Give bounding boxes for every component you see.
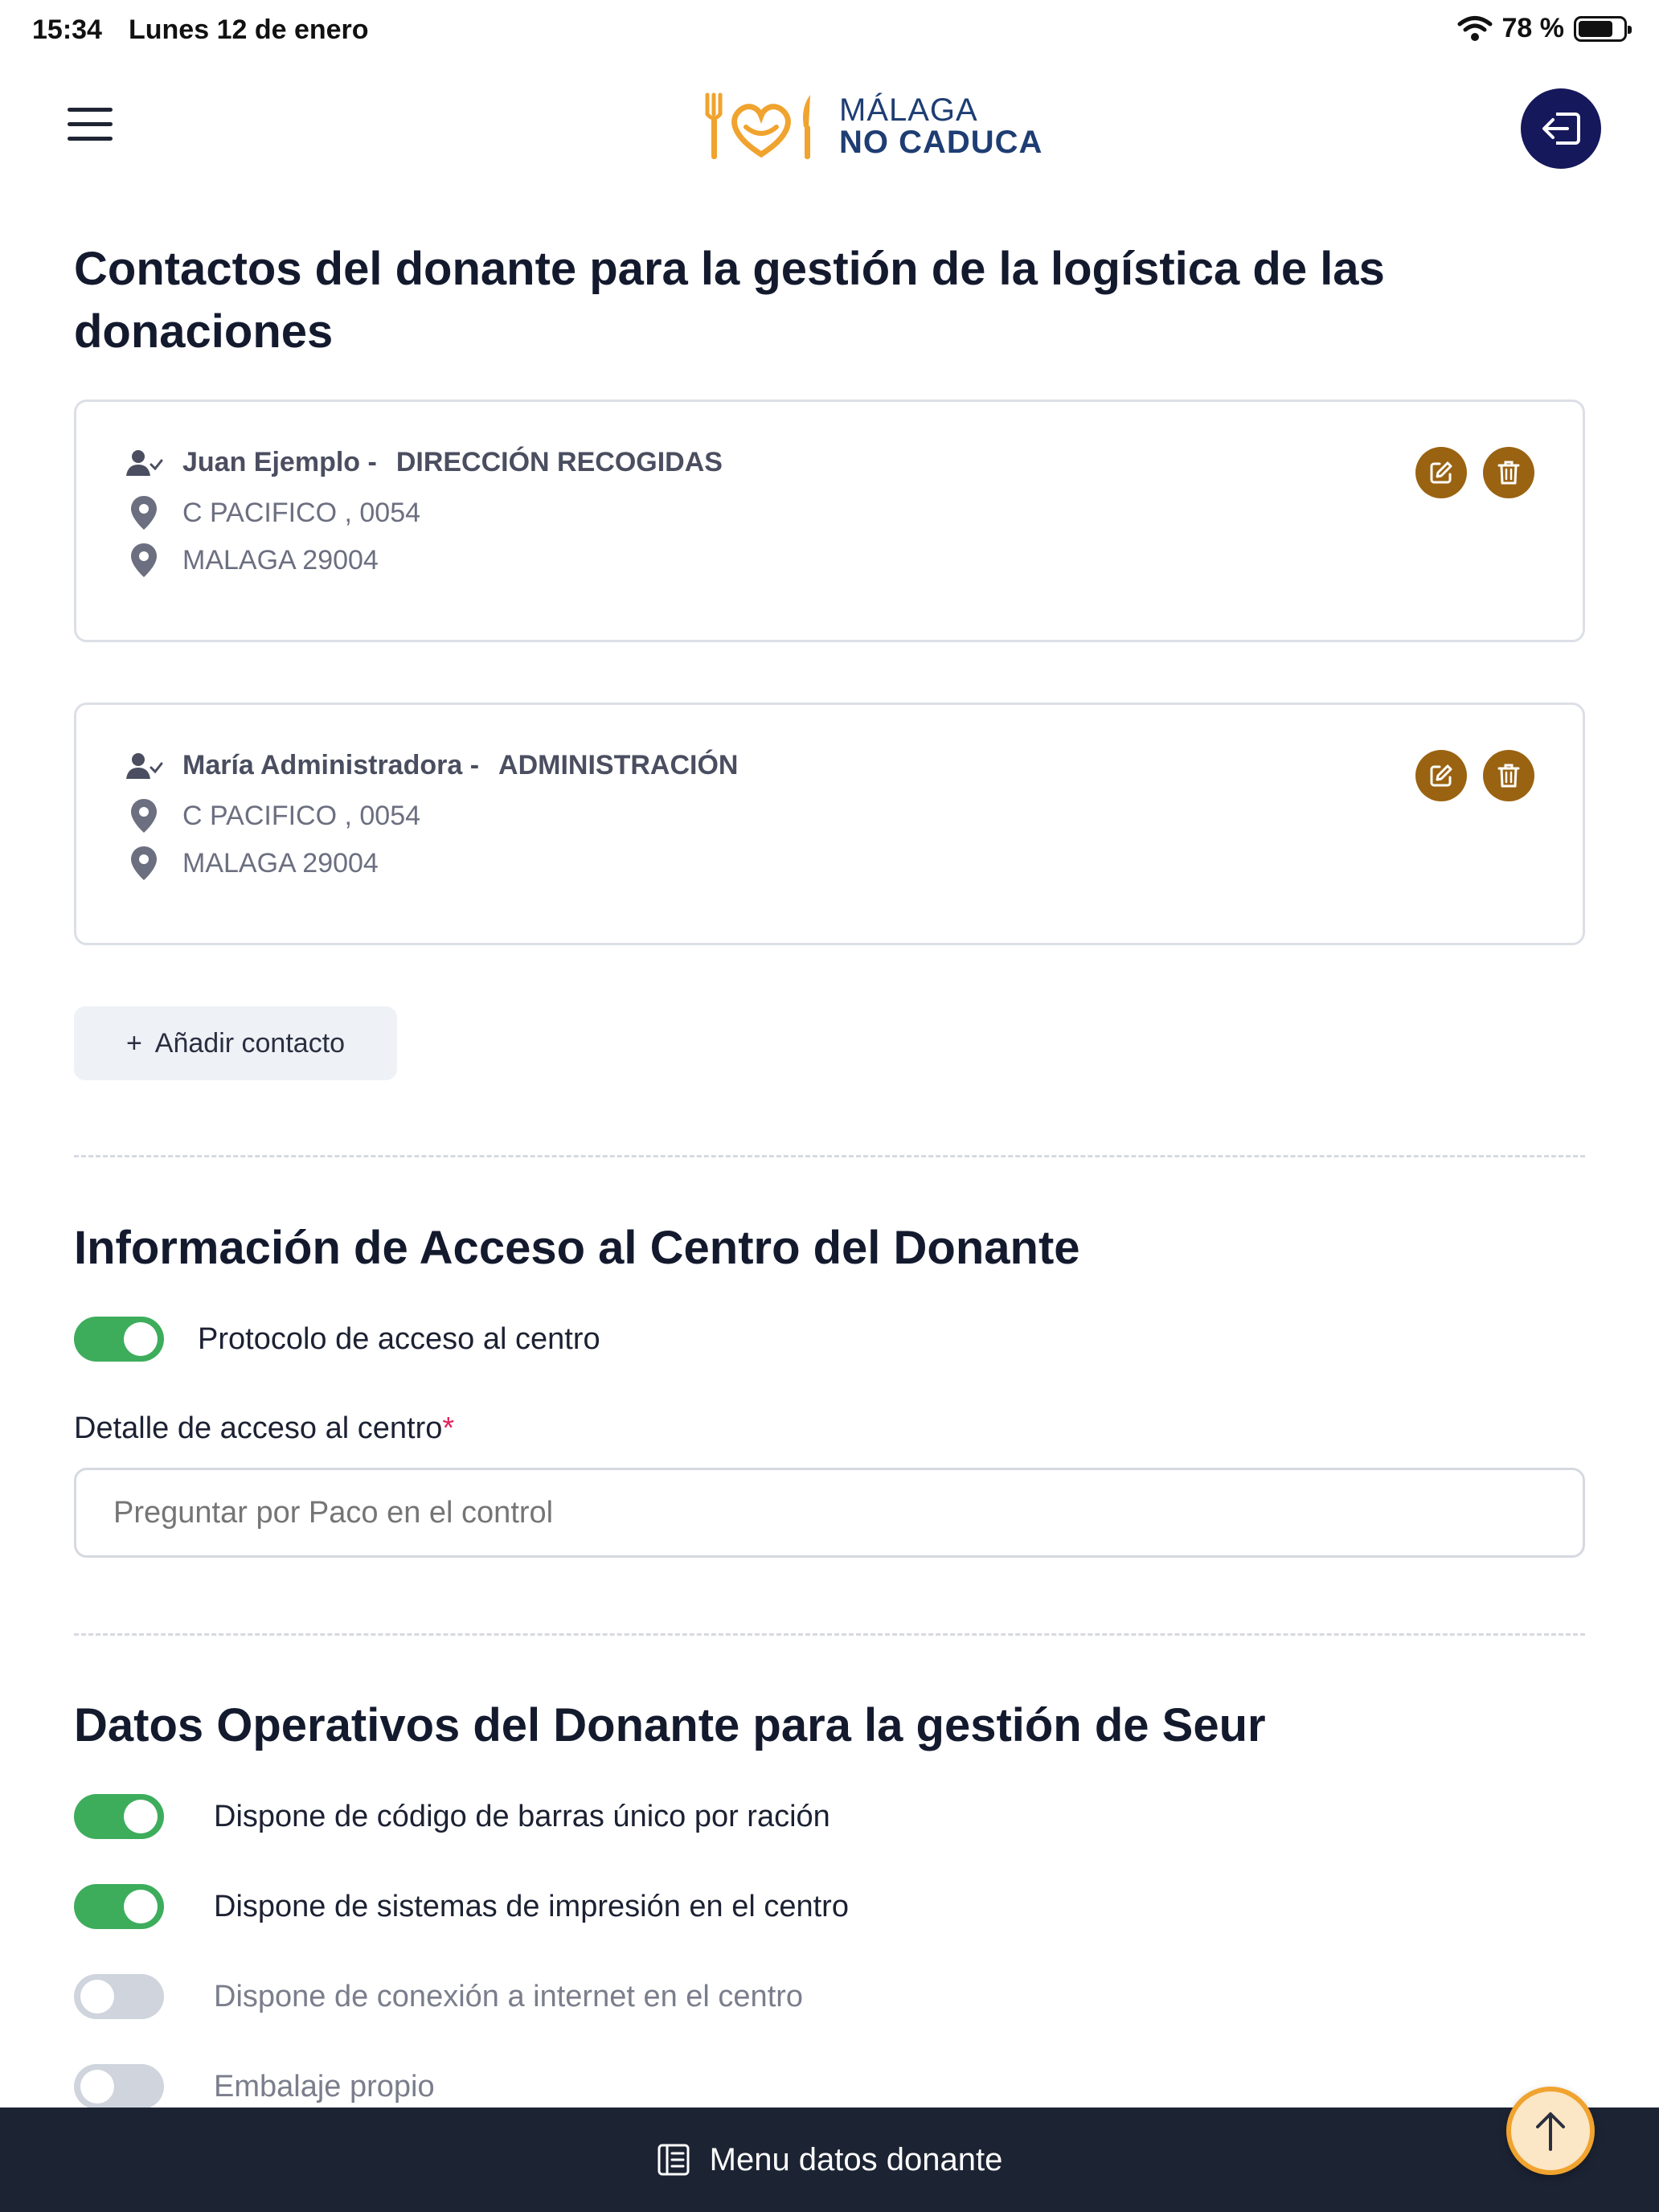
trash-icon [1497,763,1521,789]
edit-icon [1428,763,1454,789]
trash-icon [1497,460,1521,485]
contact-card [74,703,1585,945]
protocol-toggle-row [74,1317,600,1362]
contact-city-row [125,542,379,579]
toggle-knob [80,1980,114,2013]
contact-role: ADMINISTRACIÓN [498,750,739,780]
contact-actions [1415,750,1534,801]
status-time: 15:34 [32,14,102,45]
contact-actions [1415,447,1534,498]
contact-city: MALAGA 29004 [182,544,379,576]
contact-city: MALAGA 29004 [182,847,379,879]
contact-name-row [125,750,738,781]
printing-toggle[interactable] [74,1884,164,1929]
wifi-icon [1457,15,1493,43]
section-divider [74,1155,1585,1157]
toggle-knob [124,1322,158,1356]
section-divider [74,1633,1585,1636]
operational-toggle-row [74,1974,803,2019]
contacts-section-title: Contactos del donante para la gestión de la logística de las donaciones [74,243,1385,358]
packaging-toggle[interactable] [74,2064,164,2109]
user-check-icon [125,752,163,780]
edit-contact-button[interactable] [1415,447,1467,498]
edit-icon [1428,460,1454,485]
logo-wordmark [839,94,1043,158]
barcode-toggle-label: Dispone de código de barras único por ración [214,1799,830,1833]
logout-button[interactable] [1521,88,1601,169]
contact-role: DIRECCIÓN RECOGIDAS [395,447,723,477]
menu-line-icon [68,108,113,112]
battery-icon [1574,16,1627,42]
battery-percent: 78 % [1501,13,1564,43]
operational-toggle-row [74,2064,435,2109]
operational-toggle-row [74,1884,849,1929]
location-pin-icon [129,845,158,882]
arrow-up-icon [1533,2109,1568,2153]
contact-address: C PACIFICO , 0054 [182,800,421,831]
barcode-toggle[interactable] [74,1794,164,1839]
required-mark: * [442,1411,455,1445]
access-detail-label [74,1411,454,1446]
logo-line2: NO CADUCA [839,125,1043,160]
scroll-to-top-button[interactable] [1506,2087,1595,2175]
operational-section-title: Datos Operativos del Donante para la gestión de Seur [74,1699,1266,1751]
access-detail-input[interactable] [74,1468,1585,1558]
hamburger-menu-button[interactable] [68,108,113,143]
delete-contact-button[interactable] [1483,750,1534,801]
logo-icon [701,90,821,162]
battery-fill [1579,21,1612,37]
donor-data-menu-bar[interactable] [0,2108,1659,2212]
user-check-icon [125,449,163,477]
status-date: Lunes 12 de enero [129,14,369,45]
donor-data-menu-label: Menu datos donante [709,2141,1003,2177]
contact-name: María Administradora - [182,750,480,780]
logo-line1: MÁLAGA [839,92,978,128]
add-contact-label: Añadir contacto [154,1027,346,1059]
operational-toggle-row [74,1794,830,1839]
toggle-knob [80,2070,114,2103]
add-contact-button[interactable] [74,1006,397,1080]
contact-name-row [125,447,723,478]
delete-contact-button[interactable] [1483,447,1534,498]
location-pin-icon [129,797,158,834]
internet-toggle[interactable] [74,1974,164,2019]
edit-contact-button[interactable] [1415,750,1467,801]
access-detail-label-text: Detalle de acceso al centro [74,1411,443,1445]
protocol-access-toggle[interactable] [74,1317,164,1362]
packaging-toggle-label: Embalaje propio [214,2069,435,2103]
protocol-access-label: Protocolo de acceso al centro [198,1321,600,1356]
menu-line-icon [68,122,113,126]
list-icon [657,2143,690,2177]
app-logo [701,90,1043,162]
contact-name: Juan Ejemplo - [182,447,377,477]
contact-card [74,399,1585,642]
toggle-knob [124,1800,158,1833]
contact-city-row [125,845,379,882]
plus-icon: + [125,1027,142,1059]
menu-line-icon [68,137,113,141]
location-pin-icon [129,542,158,579]
status-indicators [1457,13,1628,44]
location-pin-icon [129,494,158,531]
toggle-knob [124,1890,158,1923]
internet-toggle-label: Dispone de conexión a internet en el centro [214,1979,804,2013]
contact-address: C PACIFICO , 0054 [182,497,421,528]
printing-toggle-label: Dispone de sistemas de impresión en el centro [214,1889,849,1923]
contact-address-row [125,797,420,834]
contact-address-row [125,494,420,531]
status-bar [0,0,1659,61]
access-section-title: Información de Acceso al Centro del Donante [74,1222,1080,1274]
logout-icon [1538,109,1583,148]
